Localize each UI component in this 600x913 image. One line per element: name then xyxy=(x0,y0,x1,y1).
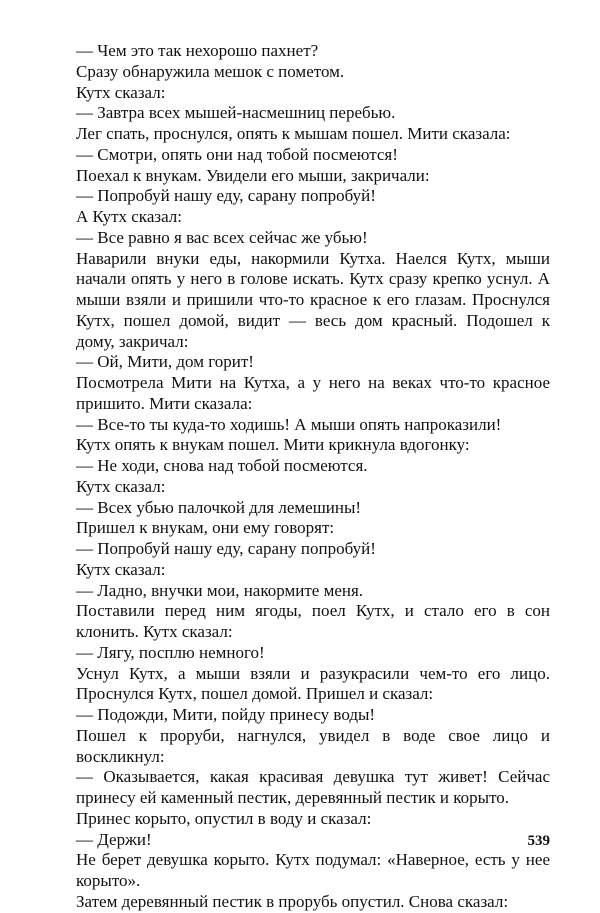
paragraph-5: Лег спать, проснулся, опять к мышам пошел. Мити сказала: xyxy=(76,124,511,143)
paragraph-10: — Все равно я вас всех сейчас же убью! xyxy=(76,227,368,247)
paragraph-32: Затем деревянный пестик в прорубь опустил. Снова сказал: xyxy=(76,891,509,911)
paragraph-16: — Не ходи, снова над тобой посмеются. xyxy=(76,456,368,475)
paragraph-9: А Кутх сказал: xyxy=(76,207,182,226)
paragraph-11: Наварили внуки еды, накормили Кутха. Наелся Кутх, мыши начали опять у него в голове искать. Кутх сразу крепко уснул. А мыши взяли и пришили что-то красное к его глазам. Проснулся Кутх, пошел домой, видит — весь дом красный. Подошел к дому, закричал: xyxy=(76,248,550,351)
paragraph-25: Уснул Кутх, а мыши взяли и разукрасили чем-то его лицо. Проснулся Кутх, пошел домой. Пришел и сказал: xyxy=(76,663,550,704)
paragraph-4: — Завтра всех мышей-насмешниц перебью. xyxy=(76,103,396,123)
paragraph-28: — Оказывается, какая красивая девушка тут живет! Сейчас принесу ей каменный пестик, деревянный пестик и корыто. xyxy=(76,767,550,807)
paragraph-15: Кутх опять к внукам пошел. Мити крикнула вдогонку: xyxy=(76,435,470,455)
paragraph-19: Пришел к внукам, они ему говорят: xyxy=(76,518,335,538)
paragraph-6: — Смотри, опять они над тобой посмеются! xyxy=(76,144,398,164)
paragraph-22: — Ладно, внучки мои, накормите меня. xyxy=(76,580,364,600)
paragraph-8: — Попробуй нашу еду, сарану попробуй! xyxy=(76,186,376,206)
paragraph-20: — Попробуй нашу еду, сарану попробуй! xyxy=(76,539,376,558)
paragraph-14: — Все-то ты куда-то ходишь! А мыши опять напроказили! xyxy=(76,414,502,434)
paragraph-31: Не берет девушка корыто. Кутх подумал: «Наверное, есть у нее корыто». xyxy=(76,850,550,890)
paragraph-30: — Держи! xyxy=(76,829,152,849)
paragraph-7: Поехал к внукам. Увидели его мыши, закричали: xyxy=(76,165,430,185)
paragraph-2: Сразу обнаружила мешок с пометом. xyxy=(76,61,345,81)
paragraph-12: — Ой, Мити, дом горит! xyxy=(76,352,254,372)
paragraph-26: — Подожди, Мити, пойду принесу воды! xyxy=(76,705,376,724)
paragraph-29: Принес корыто, опустил в воду и сказал: xyxy=(76,808,372,828)
paragraph-18: — Всех убью палочкой для лемешины! xyxy=(76,497,362,517)
paragraph-21: Кутх сказал: xyxy=(76,559,166,579)
paragraph-1: — Чем это так нехорошо пахнет? xyxy=(76,41,319,60)
paragraph-23: Поставили перед ним ягоды, поел Кутх, и стало его в сон клонить. Кутх сказал: xyxy=(76,601,550,641)
paragraph-27: Пошел к проруби, нагнулся, увидел в воде свое лицо и воскликнул: xyxy=(76,725,550,766)
paragraph-17: Кутх сказал: xyxy=(76,476,166,496)
book-page-text xyxy=(76,41,550,913)
paragraph-13: Посмотрела Мити на Кутха, а у него на веках что-то красное пришито. Мити сказала: xyxy=(76,373,550,413)
paragraph-24: — Лягу, посплю немного! xyxy=(76,642,265,662)
page-number: 539 xyxy=(527,833,550,849)
paragraph-3: Кутх сказал: xyxy=(76,82,166,102)
